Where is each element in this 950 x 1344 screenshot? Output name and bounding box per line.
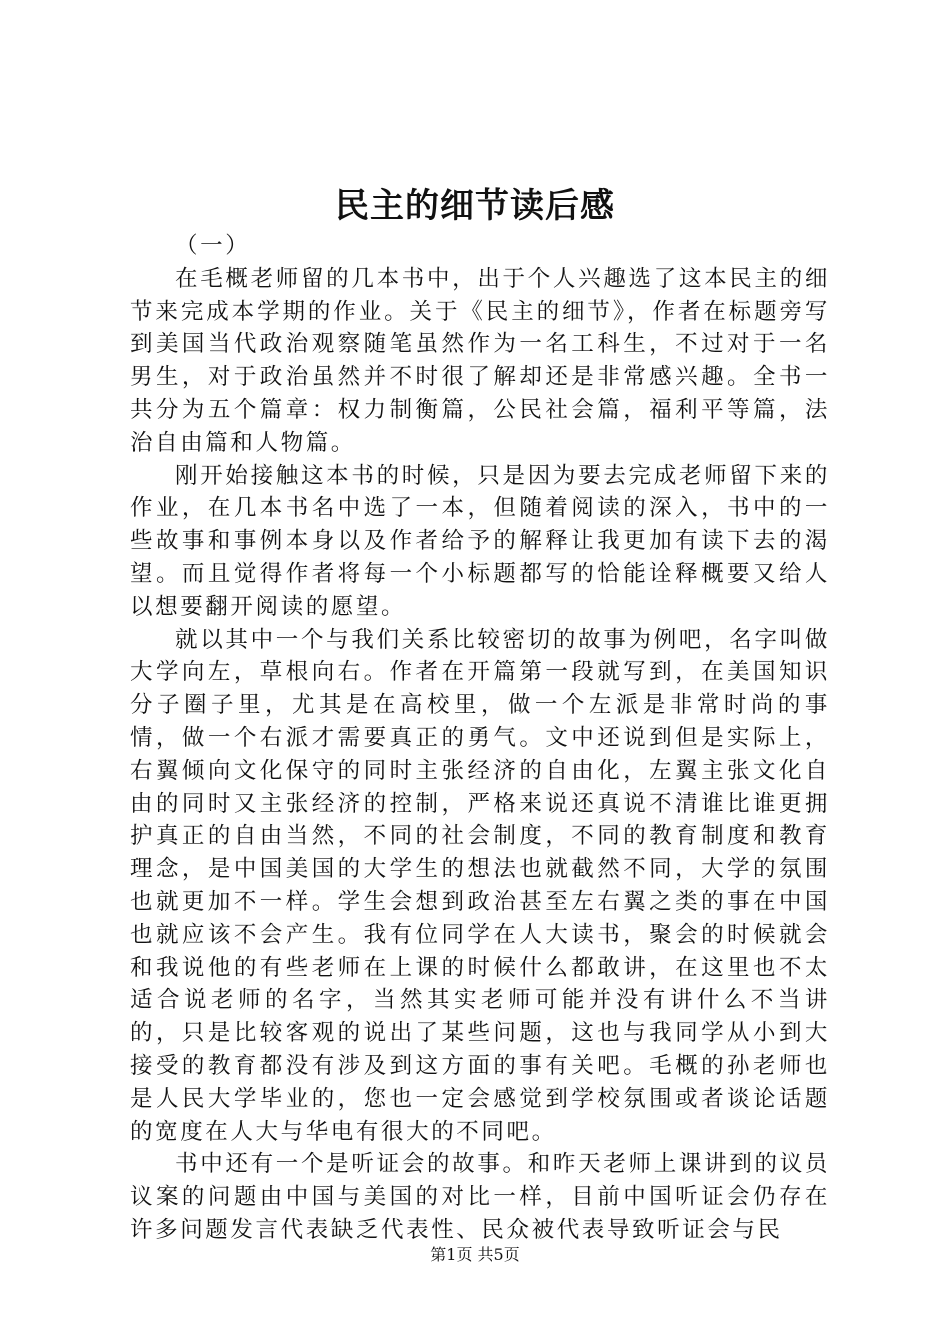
document-body — [130, 230, 830, 1247]
paragraph: 在毛概老师留的几本书中，出于个人兴趣选了这本民主的细节来完成本学期的作业。关于《民主的细节》，作者在标题旁写到美国当代政治观察随笔虽然作为一名工科生，不过对于一名男生，对于政治虽然并不时很了解却还是非常感兴趣。全书一共分为五个篇章：权力制衡篇，公民社会篇，福利平等篇，法治自由篇和人物篇。 — [130, 265, 830, 456]
paragraph: 刚开始接触这本书的时候，只是因为要去完成老师留下来的作业，在几本书名中选了一本，但随着阅读的深入，书中的一些故事和事例本身以及作者给予的解释让我更加有读下去的渴望。而且觉得作者将每一个小标题都写的恰能诠释概要又给人以想要翻开阅读的愿望。 — [130, 462, 830, 620]
document-title: 民主的细节读后感 — [335, 186, 615, 226]
section-marker: （一） — [175, 233, 251, 259]
page-footer: 第1页 共5页 — [430, 1245, 520, 1264]
paragraph: 就以其中一个与我们关系比较密切的故事为例吧，名字叫做大学向左，草根向右。作者在开篇第一段就写到，在美国知识分子圈子里，尤其是在高校里，做一个左派是非常时尚的事情，做一个右派才需要真正的勇气。文中还说到但是实际上，右翼倾向文化保守的同时主张经济的自由化，左翼主张文化自由的同时又主张经济的控制，严格来说还真说不清谁比谁更拥护真正的自由当然，不同的社会制度，不同的教育制度和教育理念，是中国美国的大学生的想法也就截然不同，大学的氛围也就更加不一样。学生会想到政治甚至左右翼之类的事在中国也就应该不会产生。我有位同学在人大读书，聚会的时候就会和我说他的有些老师在上课的时候什么都敢讲，在这里也不太适合说老师的名字，当然其实老师可能并没有讲什么不当讲的，只是比较客观的说出了某些问题，这也与我同学从小到大接受的教育都没有涉及到这方面的事有关吧。毛概的孙老师也是人民大学毕业的，您也一定会感觉到学校氛围或者谈论话题的宽度在人大与华电有很大的不同吧。 — [130, 626, 830, 1145]
paragraph: 书中还有一个是听证会的故事。和昨天老师上课讲到的议员议案的问题由中国与美国的对比一样，目前中国听证会仍存在许多问题发言代表缺乏代表性、民众被代表导致听证会与民 — [130, 1151, 830, 1243]
